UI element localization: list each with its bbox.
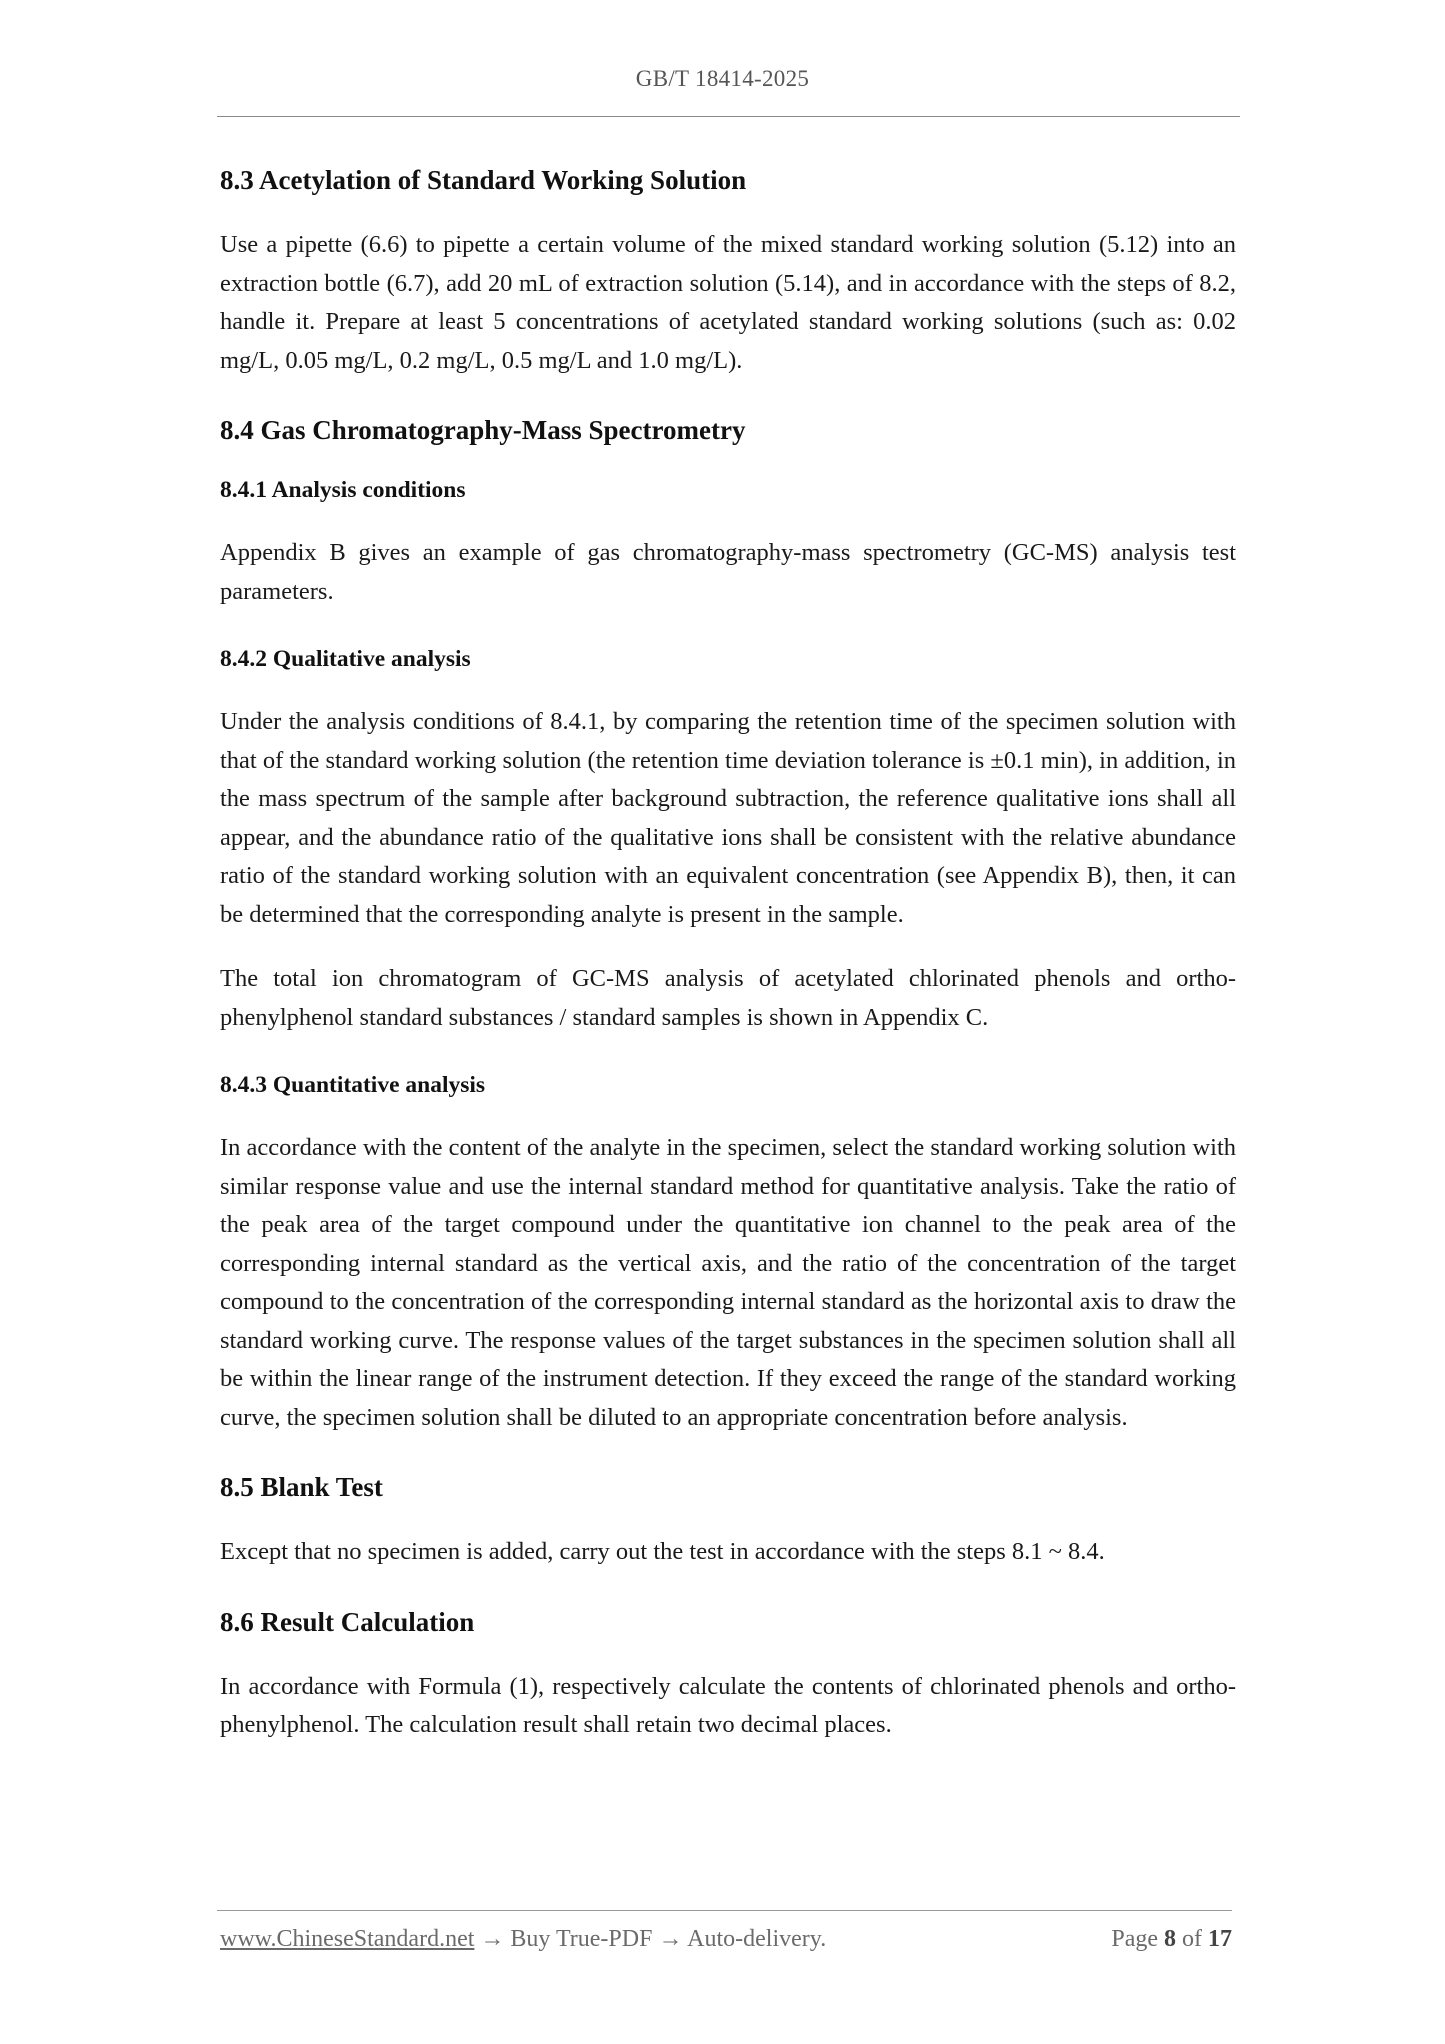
- page-label: Page: [1111, 1926, 1158, 1952]
- page-current: 8: [1164, 1926, 1176, 1952]
- buy-true-pdf-text: Buy True-PDF: [510, 1926, 653, 1952]
- section-8-4-1-heading: 8.4.1 Analysis conditions: [220, 477, 466, 503]
- arrow-right-icon: →: [480, 1926, 505, 1952]
- section-8-3-paragraph: Use a pipette (6.6) to pipette a certain volume of the mixed standard working solution (5.12) into an extraction bottle (6.7), add 20 mL of extraction solution (5.14), and in accordance with the steps of 8.2, handle it. Prepare at least 5 concentrations of acetylated standard working solutions (such as: 0.02 mg/L, 0.05 mg/L, 0.2 mg/L, 0.5 mg/L and 1.0 mg/L).: [220, 231, 1236, 374]
- page-of-label: of: [1182, 1926, 1202, 1952]
- section-8-4-heading: 8.4 Gas Chromatography-Mass Spectrometry: [220, 415, 746, 445]
- section-8-4-1-paragraph: Appendix B gives an example of gas chromatography-mass spectrometry (GC-MS) analysis test parameters.: [220, 539, 1236, 605]
- section-8-3-heading: 8.3 Acetylation of Standard Working Solution: [220, 165, 747, 195]
- section-8-4-2-paragraph-1: Under the analysis conditions of 8.4.1, by comparing the retention time of the specimen solution with that of the standard working solution (the retention time deviation tolerance is ±0.1 min), in addition, in the mass spectrum of the sample after background subtraction, the reference qualitative ions shall all appear, and the abundance ratio of the qualitative ions shall be consistent with the relative abundance ratio of the standard working solution with an equivalent concentration (see Appendix B), then, it can be determined that the corresponding analyte is present in the sample.: [220, 708, 1236, 928]
- header-divider: [217, 116, 1240, 117]
- section-8-4-2-paragraph-2: The total ion chromatogram of GC-MS analysis of acetylated chlorinated phenols and ortho-phenylphenol standard substances / standard samples is shown in Appendix C.: [220, 965, 1236, 1031]
- page-total: 17: [1208, 1926, 1232, 1952]
- page-footer: [220, 1926, 1232, 1953]
- section-8-6-heading: 8.6 Result Calculation: [220, 1606, 475, 1637]
- auto-delivery-text: Auto-delivery.: [687, 1926, 827, 1952]
- page-number: [1111, 1926, 1232, 1953]
- document-code-header: GB/T 18414-2025: [635, 66, 810, 91]
- footer-divider: [217, 1910, 1232, 1911]
- website-link[interactable]: www.ChineseStandard.net: [220, 1926, 475, 1952]
- section-8-4-2-heading: 8.4.2 Qualitative analysis: [220, 646, 471, 672]
- section-8-5-paragraph: Except that no specimen is added, carry out the test in accordance with the steps 8.1 ~ 8.4.: [220, 1538, 1105, 1565]
- section-8-4-3-heading: 8.4.3 Quantitative analysis: [220, 1072, 486, 1098]
- section-8-6-paragraph: In accordance with Formula (1), respectively calculate the contents of chlorinated phenols and ortho-phenylphenol. The calculation result shall retain two decimal places.: [220, 1672, 1236, 1738]
- footer-promo: [220, 1926, 826, 1953]
- arrow-right-icon: →: [658, 1926, 683, 1952]
- section-8-5-heading: 8.5 Blank Test: [220, 1472, 383, 1502]
- page-content: [220, 160, 1236, 1745]
- section-8-4-3-paragraph: In accordance with the content of the analyte in the specimen, select the standard working solution with similar response value and use the internal standard method for quantitative analysis. Take the ratio of the peak area of the target compound under the quantitative ion channel to the peak area of the corresponding internal standard as the vertical axis, and the ratio of the concentration of the target compound to the concentration of the corresponding internal standard as the horizontal axis to draw the standard working curve. The response values of the target substances in the specimen solution shall all be within the linear range of the instrument detection. If they exceed the range of the standard working curve, the specimen solution shall be diluted to an appropriate concentration before analysis.: [220, 1134, 1236, 1431]
